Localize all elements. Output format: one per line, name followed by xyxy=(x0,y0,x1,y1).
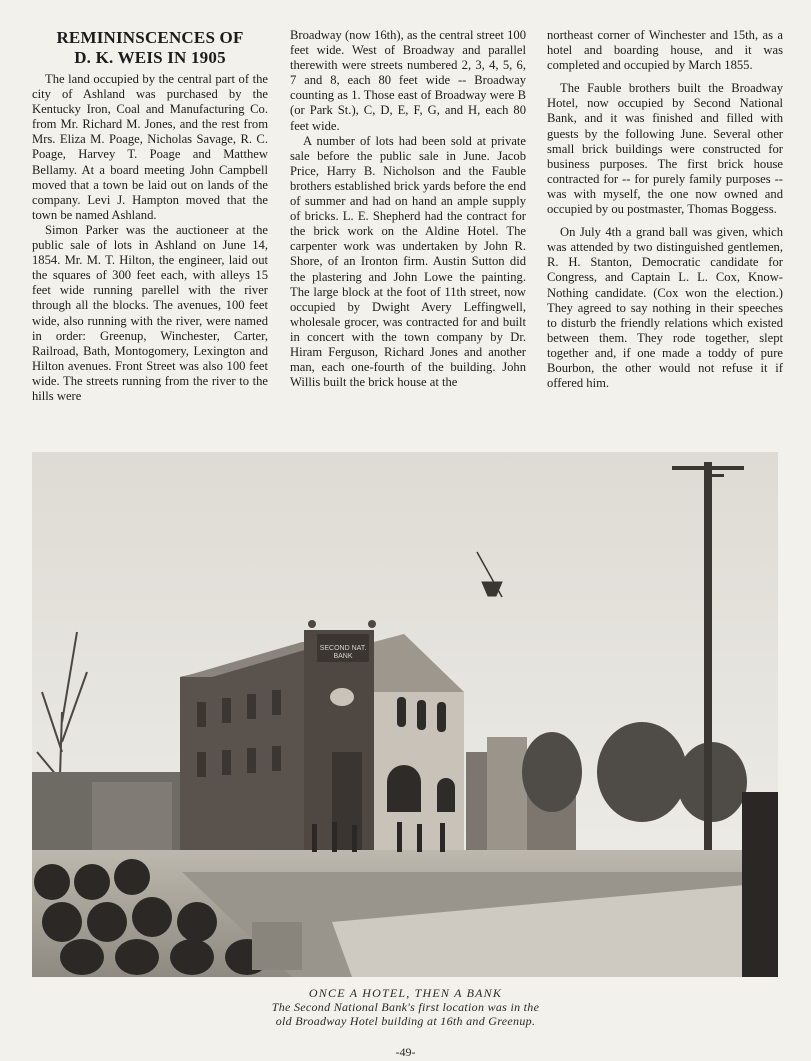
article-column-2 xyxy=(290,28,526,440)
caption-line-3: old Broadway Hotel building at 16th and Greenup. xyxy=(275,1014,536,1028)
paragraph-brick-yards: A number of lots had been sold at private sale before the public sale in June. Jacob Price, Harry B. Nicholson and the Fauble brothers established brick yards before the end of summer and had on hand an ample supply of bricks. L. E. Shepherd had the contract for the brick work on the Aldine Hotel. The carpenter work was undertaken by John R. Shore, of an Ironton firm. Austin Sutton did the plastering and John Lowe the painting. The large block at the foot of 11th street, now occupied by Dwight Avery Leffingwell, wholesale grocer, was contracted for and built in concert with the town company by Dr. Hiram Ferguson, Richard Jones and another man, each one-fourth of the building. John Willis built the brick house at the xyxy=(290,133,526,390)
caption-line-2: The Second National Bank's first location was in the xyxy=(271,1000,540,1014)
article-title-line-1: REMININSCENCES OF xyxy=(56,28,244,47)
paragraph-public-sale: Simon Parker was the auctioneer at the public sale of lots in Ashland on June 14, 1854. Mr. M. T. Hilton, the engineer, laid out the squares of 300 feet each, with alleys 15 feet wide running parellel with the river through all the blocks. The avenues, 100 feet wide, also running with the river, were named in order: Greenup, Winchester, Carter, Railroad, Bath, Montogomery, Lexington and Hilton avenues. Front Street was also 100 feet wide. The streets running from the river to the hills were xyxy=(32,222,268,403)
paragraph-broadway-hotel: The Fauble brothers built the Broadway Hotel, now occupied by Second National Bank, and it was finished and filled with guests by the following June. Several other small brick buildings were constructed for business purposes. The first brick house contracted for -- for purely family purposes -- was with myself, the one now owned and occupied by ou postmaster, Thomas Boggess. xyxy=(547,81,783,217)
paragraph-land-purchase: The land occupied by the central part of the city of Ashland was purchased by the Kentucky Iron, Coal and Manufacturing Co. from Mr. Richard M. Jones, and the rest from Mrs. Eliza M. Poage, Nicholas Savage, R. C. Poage, Harvey T. Poage and Matthew Bellamy. At a board meeting John Campbell moved that a town be laid out on lands of the company. Levi J. Hampton moved that the town be named Ashland. xyxy=(32,72,268,222)
article-title-line-2: D. K. WEIS IN 1905 xyxy=(74,48,226,67)
caption-title: ONCE A HOTEL, THEN A BANK xyxy=(308,986,503,1000)
figure-right-edge xyxy=(742,792,778,977)
paragraph-winchester-continued: northeast corner of Winchester and 15th, as a hotel and boarding house, and it was completed and occupied by March 1855. xyxy=(547,28,783,73)
article-column-1 xyxy=(32,28,268,440)
paragraph-grand-ball: On July 4th a grand ball was given, which was attended by two distinguished gentlemen, R. H. Stanton, Democratic candidate for Congress, and Captain L. L. Cox, Know-Nothing candidate. (Cox won the election.) They agreed to say nothing in their speeches to disturb the friendly relations which existed between them. They rode together, slept together and, if one made a toddy of pure Bourbon, the other would not refuse it if offered him. xyxy=(547,225,783,391)
article-column-3 xyxy=(547,28,783,440)
svg-text:BANK: BANK xyxy=(333,653,353,660)
svg-text:SECOND NAT.: SECOND NAT. xyxy=(319,645,367,652)
page-number: -49- xyxy=(395,1045,416,1059)
paragraph-streets-continued: Broadway (now 16th), as the central street 100 feet wide. West of Broadway and parallel therewith were streets numbered 2, 3, 4, 5, 6, 7 and 8, each 80 feet wide -- Broadway counting as 1. Those east of Broadway were B (or Park St.), C, D, E, F, G, and H, each 80 feet wide. xyxy=(290,28,526,133)
article-title xyxy=(32,28,268,68)
historic-photo-bank-building xyxy=(32,452,778,977)
photo-caption xyxy=(0,986,811,1028)
